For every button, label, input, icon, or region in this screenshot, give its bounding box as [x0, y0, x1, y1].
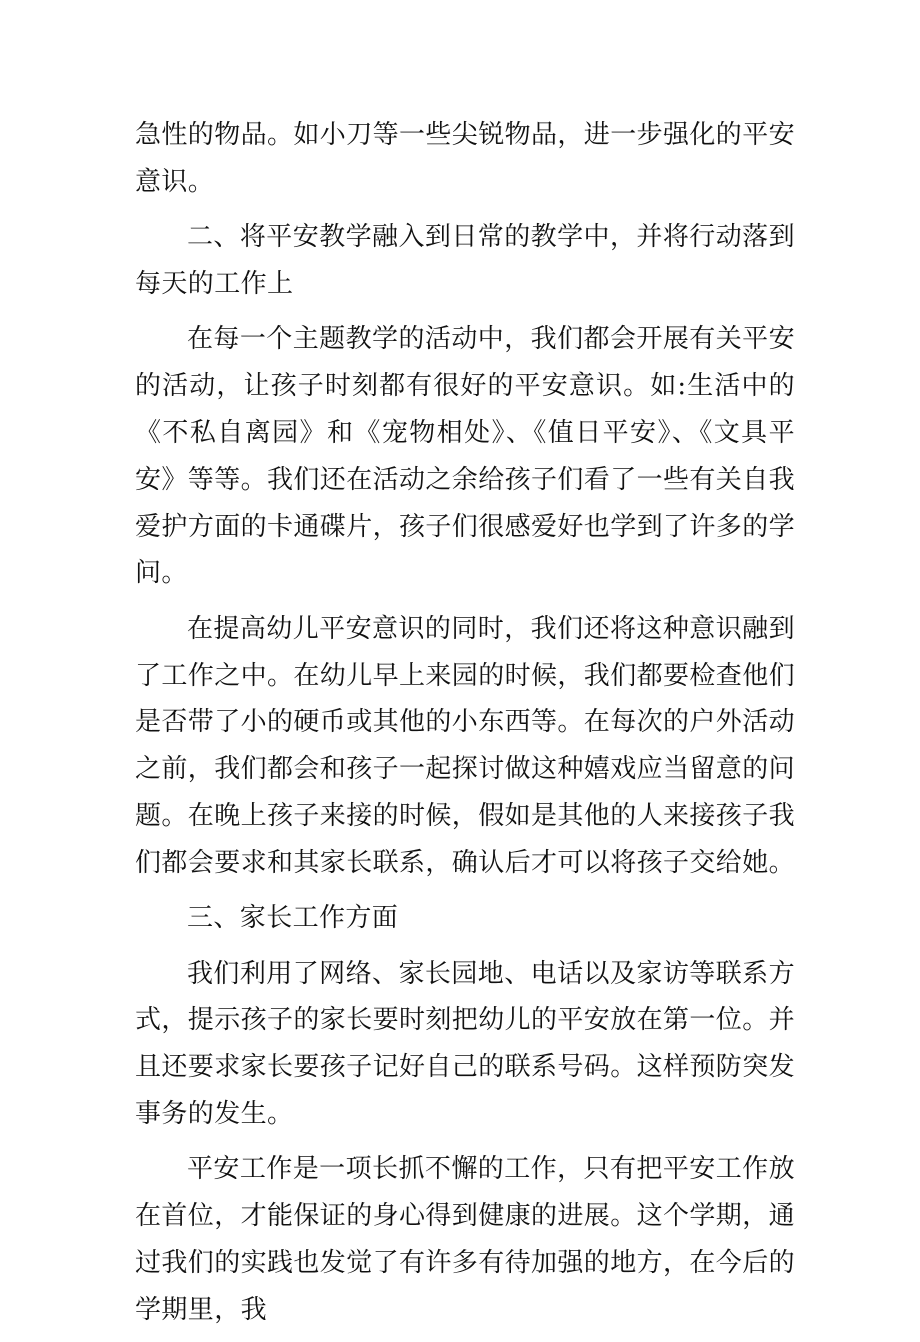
paragraph-parent-contact: 我们利用了网络、家长园地、电话以及家访等联系方式，提示孩子的家长要时刻把幼儿的平安放在第一位。并且还要求家长要孩子记好自己的联系号码。这样预防突发事务的发生。 — [135, 958, 796, 1129]
section-heading-2: 二、将平安教学融入到日常的教学中，并将行动落到每天的工作上 — [135, 222, 795, 299]
document-body — [135, 112, 795, 1342]
paragraph-continuation: 急性的物品。如小刀等一些尖锐物品，进一步强化的平安意识。 — [135, 120, 796, 197]
paragraph-theme-activities: 在每一个主题教学的活动中，我们都会开展有关平安的活动，让孩子时刻都有很好的平安意识。如:生活中的《不私自离园》和《宠物相处》、《值日平安》、《文具平安》等等。我们还在活动之余给孩子们看了一些有关自我爱护方面的卡通碟片，孩子们很感爱好也学到了许多的学问。 — [135, 324, 796, 589]
paragraph-conclusion: 平安工作是一项长抓不懈的工作，只有把平安工作放在首位，才能保证的身心得到健康的进展。这个学期，通过我们的实践也发觉了有许多有待加强的地方，在今后的学期里，我 — [135, 1154, 796, 1325]
paragraph-safety-awareness: 在提高幼儿平安意识的同时，我们还将这种意识融到了工作之中。在幼儿早上来园的时候，我们都要检查他们是否带了小的硬币或其他的小东西等。在每次的户外活动之前，我们都会和孩子一起探讨做这种嬉戏应当留意的问题。在晚上孩子来接的时候，假如是其他的人来接孩子我们都会要求和其家长联系，确认后才可以将孩子交给她。 — [135, 613, 796, 878]
section-heading-3: 三、家长工作方面 — [187, 903, 399, 934]
